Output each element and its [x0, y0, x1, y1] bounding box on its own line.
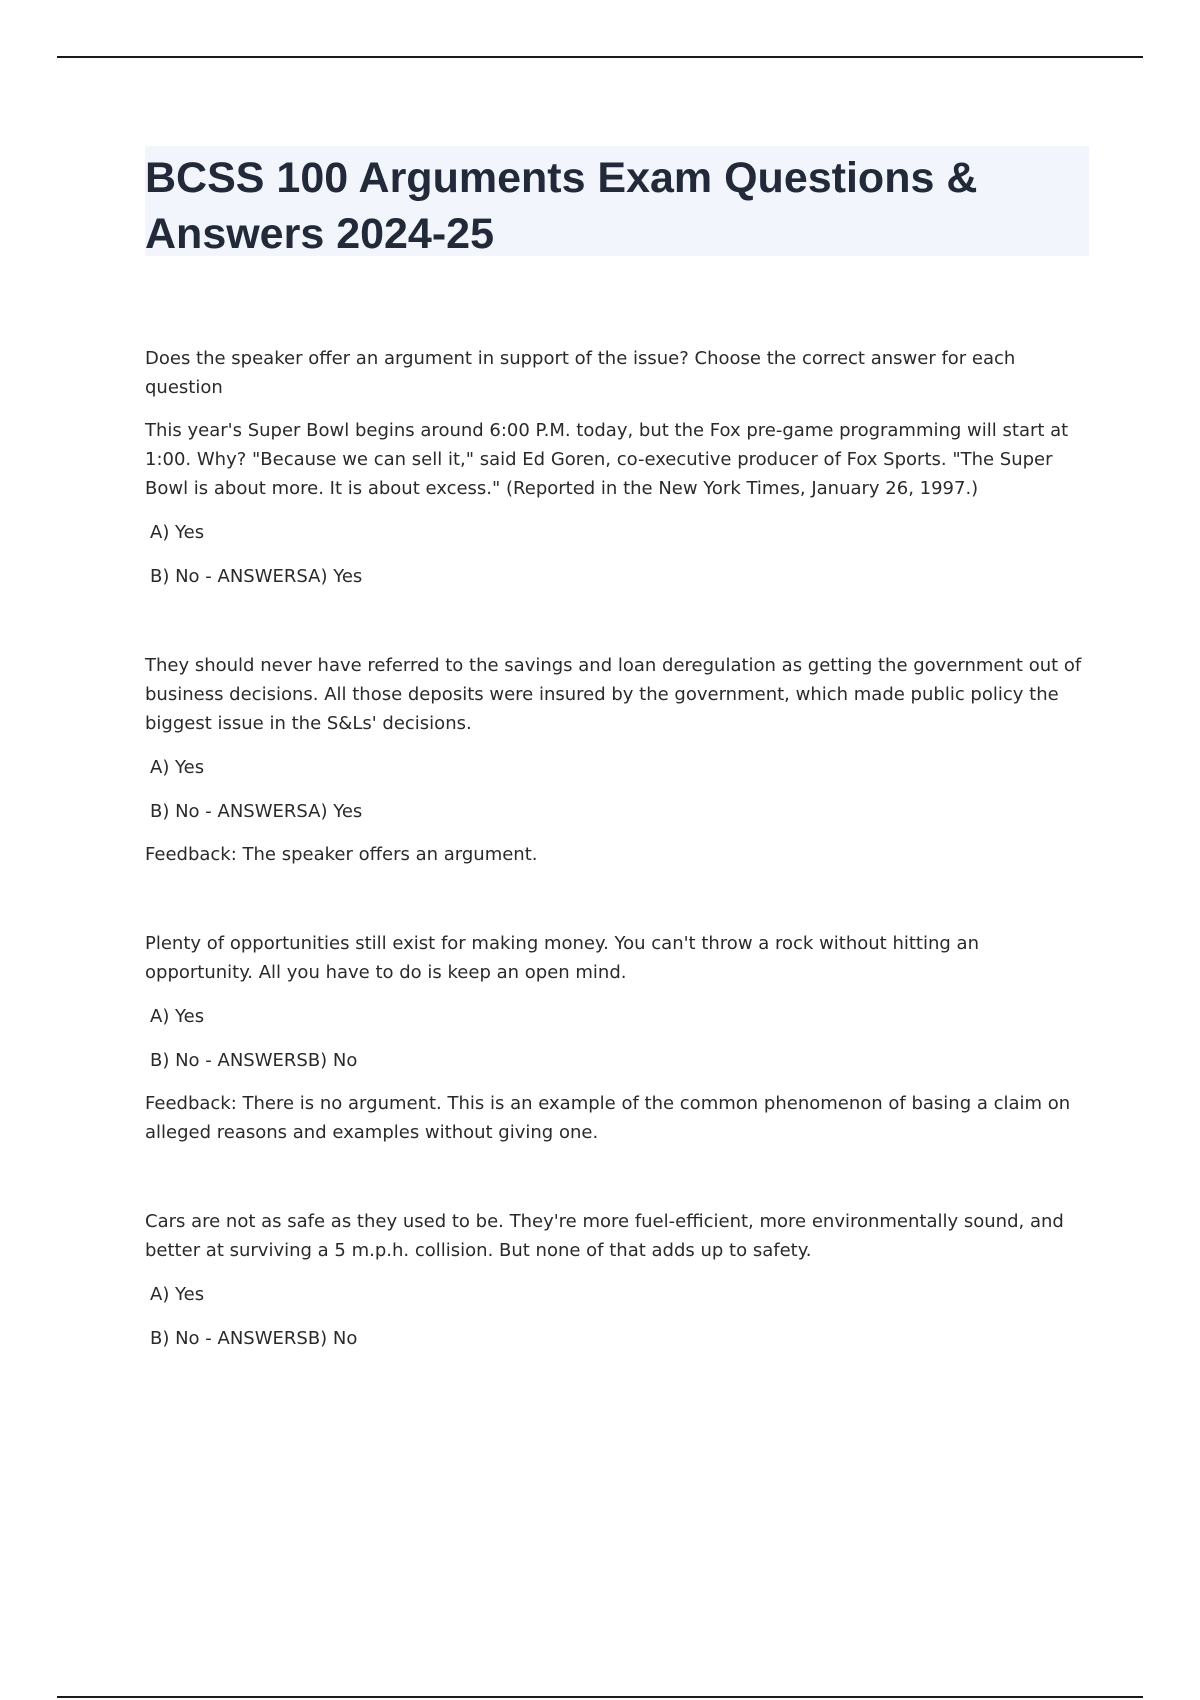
option-b-answer: B) No - ANSWERSB) No: [150, 1328, 358, 1349]
question-text: They should never have referred to the savings and loan deregulation as getting the government out of business decisions. All those deposits were insured by the government, which made public policy the biggest issue in the S&Ls' decisions.: [145, 655, 1082, 734]
feedback: Feedback: The speaker offers an argument.: [145, 844, 538, 865]
option-b-answer: B) No - ANSWERSA) Yes: [150, 801, 363, 822]
top-divider: [57, 56, 1143, 58]
question-text: Plenty of opportunities still exist for making money. You can't throw a rock without hitting an opportunity. All you have to do is keep an open mind.: [145, 933, 979, 983]
document-body: [145, 344, 1085, 1353]
option-a: A) Yes: [150, 1284, 205, 1305]
question-block: [145, 1207, 1085, 1353]
question-block: [145, 344, 1085, 591]
question-text: This year's Super Bowl begins around 6:00 P.M. today, but the Fox pre-game programming will start at 1:00. Why? "Because we can sell it," said Ed Goren, co-executive producer of Fox Sports. "The Super Bowl is about more. It is about excess." (Reported in the New York Times, January 26, 1997.): [145, 420, 1069, 499]
option-a: A) Yes: [150, 522, 205, 543]
option-a: A) Yes: [150, 1006, 205, 1027]
question-text: Cars are not as safe as they used to be. They're more fuel-efficient, more environmentally sound, and better at surviving a 5 m.p.h. collision. But none of that adds up to safety.: [145, 1211, 1064, 1261]
question-block: [145, 651, 1085, 869]
page-title: BCSS 100 Arguments Exam Questions & Answers 2024-25: [145, 154, 978, 258]
instructions: Does the speaker offer an argument in support of the issue? Choose the correct answer for each question: [145, 348, 1016, 398]
option-a: A) Yes: [150, 757, 205, 778]
feedback: Feedback: There is no argument. This is an example of the common phenomenon of basing a claim on alleged reasons and examples without giving one.: [145, 1093, 1071, 1143]
option-b-answer: B) No - ANSWERSA) Yes: [150, 566, 363, 587]
bottom-divider: [57, 1696, 1143, 1698]
question-block: [145, 929, 1085, 1147]
option-b-answer: B) No - ANSWERSB) No: [150, 1050, 358, 1071]
title-banner: [145, 146, 1089, 256]
